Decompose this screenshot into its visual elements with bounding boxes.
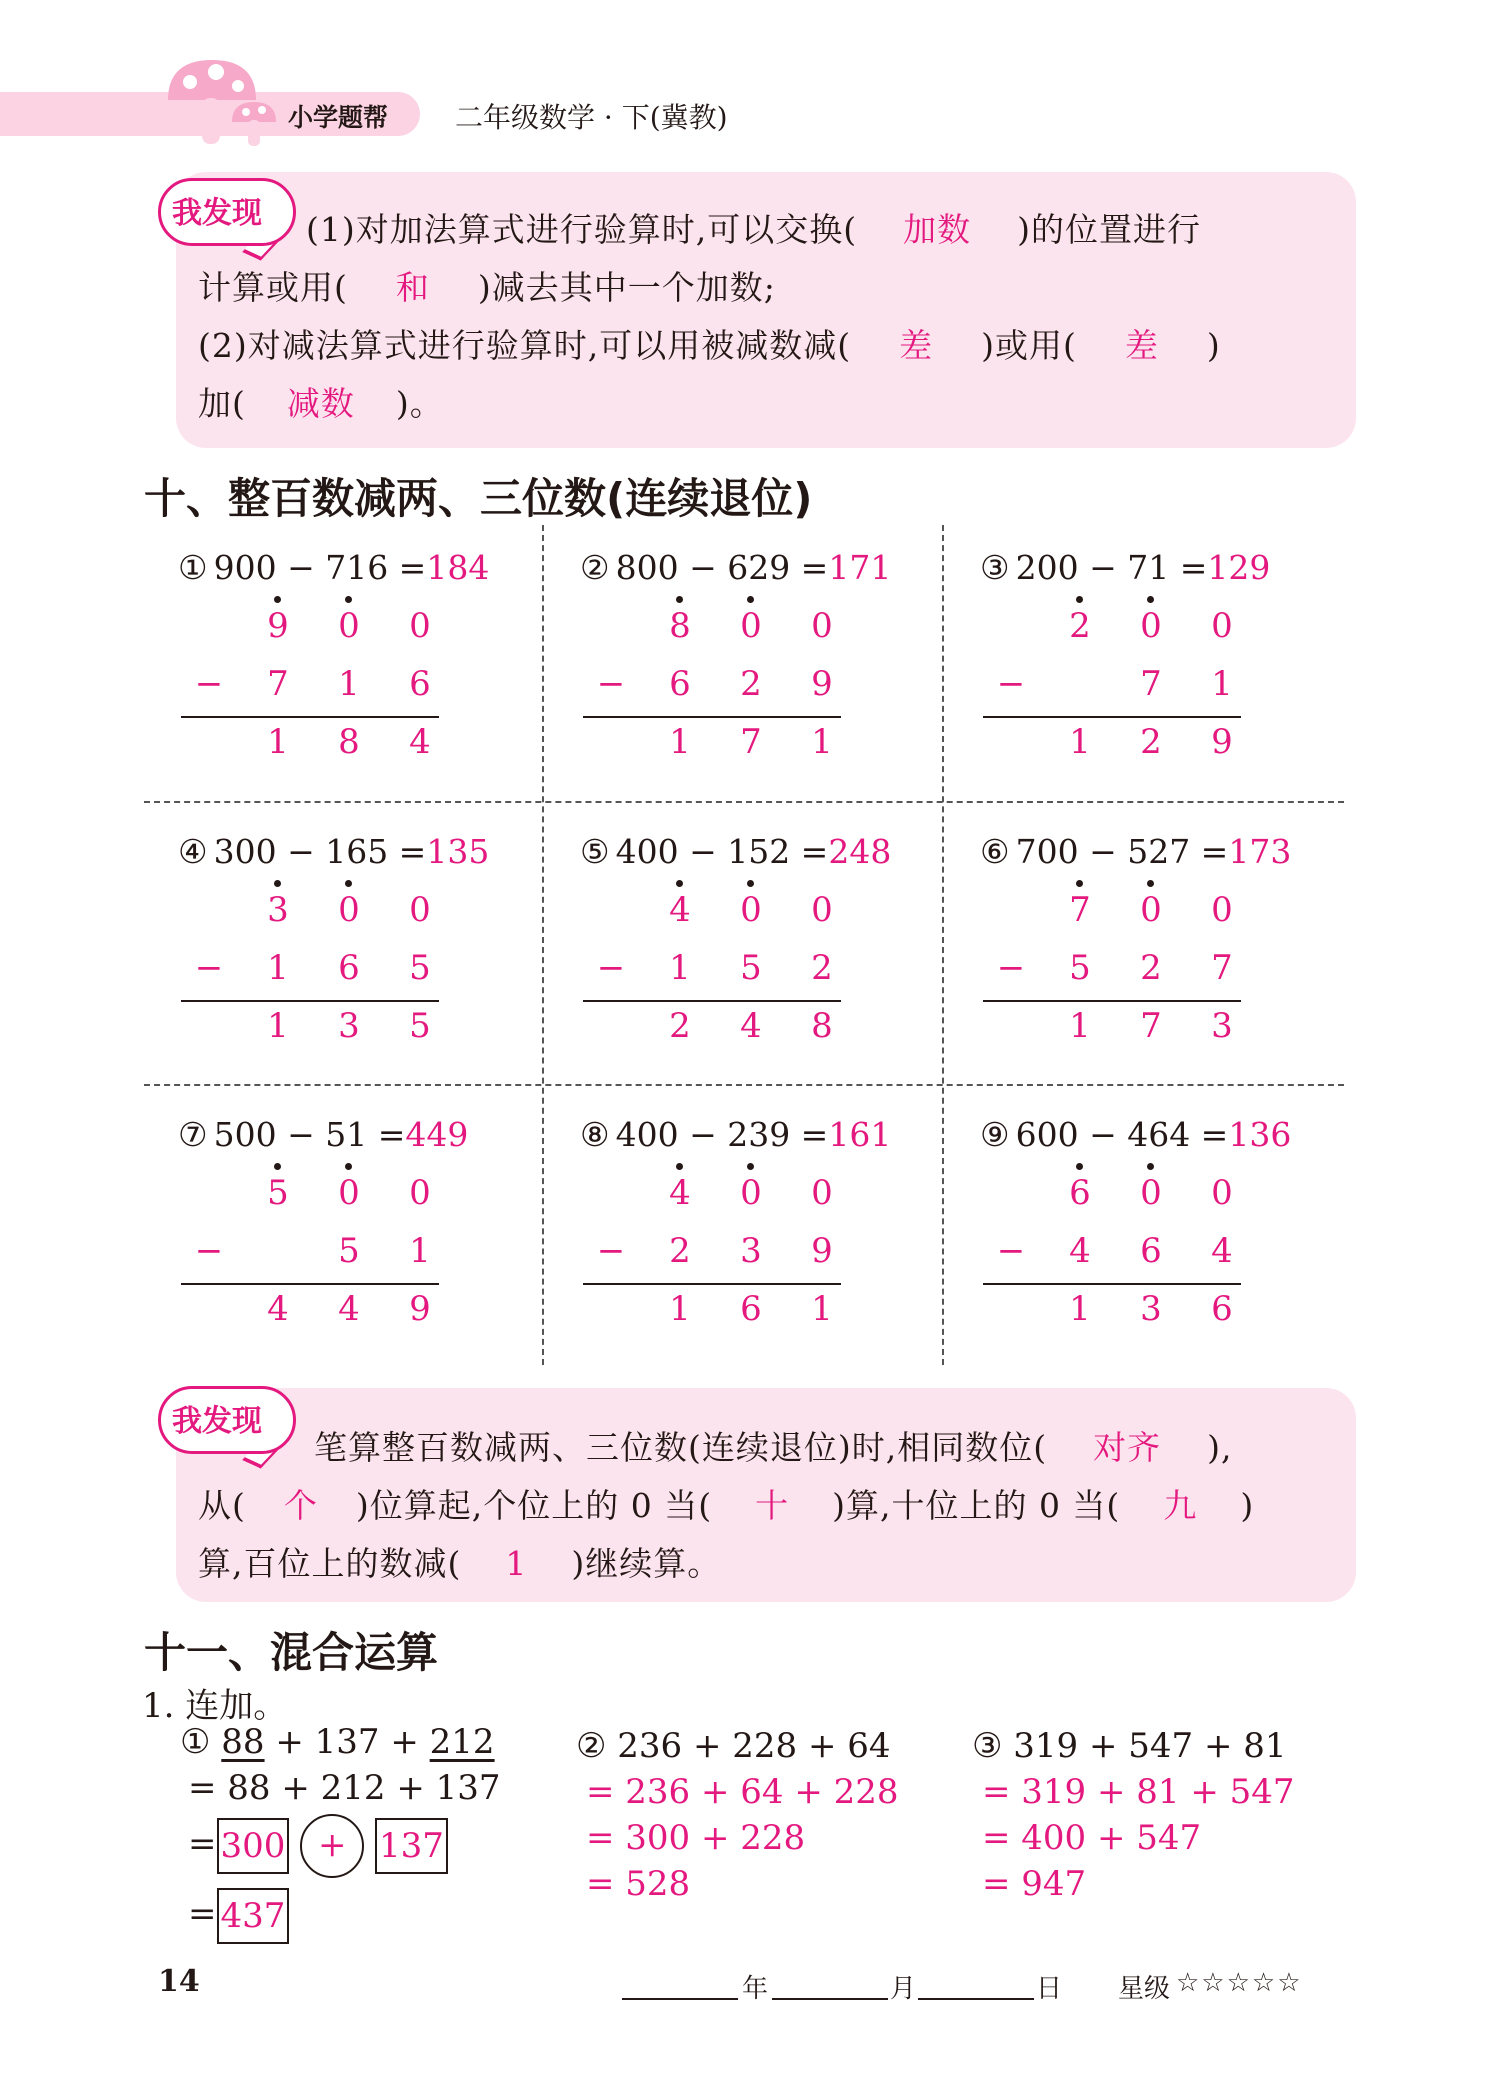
section-11-title: 十一、混合运算: [144, 1628, 439, 1677]
borrow-dot: [345, 880, 352, 887]
subtrahend-digit: 4: [1211, 1231, 1233, 1271]
minus-sign: −: [194, 1231, 224, 1271]
problem-equation: [178, 548, 489, 587]
mixed-problem-2-expr: ② 236 + 228 + 64: [576, 1726, 891, 1766]
difference-digit: 1: [811, 722, 833, 762]
mixed-problem-2-step1: = 236 + 64 + 228: [586, 1772, 899, 1812]
subtraction-problem: [580, 548, 970, 808]
problem-equation: [580, 1115, 891, 1154]
subtrahend-digit: 1: [267, 948, 289, 988]
year-blank[interactable]: [622, 1998, 738, 2000]
minuend-digit: 0: [811, 890, 833, 930]
problem-number: ⑦: [178, 1115, 208, 1154]
year-label: 年: [742, 1974, 769, 2004]
subtrahend-digit: 5: [1069, 948, 1091, 988]
subtrahend-digit: 2: [811, 948, 833, 988]
problem-equation: [980, 548, 1270, 587]
problem-answer[interactable]: 449: [405, 1115, 469, 1154]
borrow-dot: [1147, 880, 1154, 887]
minuend-digit: 0: [1140, 1173, 1162, 1213]
subtrahend-digit: 7: [1140, 664, 1162, 704]
subtraction-problem: [580, 1115, 970, 1375]
rating-label: 星级: [1118, 1974, 1171, 2004]
mixed-problem-1-step3: = 437: [188, 1888, 289, 1944]
subtraction-problem: [178, 832, 568, 1092]
problem-answer[interactable]: 129: [1207, 548, 1271, 587]
difference-digit: 7: [1140, 1006, 1162, 1046]
problem-number: ②: [580, 548, 610, 587]
problem-expression: 400 − 152 =: [615, 832, 829, 871]
mixed-problem-3-step3: = 947: [982, 1864, 1087, 1904]
subtraction-problem: [980, 832, 1370, 1092]
minuend-digit: 0: [740, 1173, 762, 1213]
borrow-dot: [274, 596, 281, 603]
answer-line: [983, 1000, 1241, 1002]
answer-line: [583, 1283, 841, 1285]
problem-answer[interactable]: 171: [828, 548, 892, 587]
answer-line: [583, 716, 841, 718]
problem-equation: [580, 832, 891, 871]
problem-number: ⑨: [980, 1115, 1010, 1154]
answer-line: [181, 1283, 439, 1285]
problem-expression: 600 − 464 =: [1015, 1115, 1229, 1154]
subtrahend-digit: 1: [1211, 664, 1233, 704]
difference-digit: 1: [1069, 1006, 1091, 1046]
question-1-label: 1. 连加。: [142, 1686, 288, 1726]
answer-box-2[interactable]: 137: [375, 1818, 448, 1874]
problem-number: ③: [980, 548, 1010, 587]
borrow-dot: [274, 1163, 281, 1170]
difference-digit: 8: [811, 1006, 833, 1046]
problem-answer[interactable]: 173: [1228, 832, 1292, 871]
problem-answer[interactable]: 136: [1228, 1115, 1292, 1154]
problem-equation: [580, 548, 891, 587]
subtrahend-digit: 2: [1140, 948, 1162, 988]
answer-line: [181, 1000, 439, 1002]
discovery1-line4: 加( 减数 )。: [198, 384, 444, 423]
minuend-digit: 0: [338, 890, 360, 930]
difference-digit: 3: [338, 1006, 360, 1046]
minuend-digit: 0: [1211, 890, 1233, 930]
problem-answer[interactable]: 184: [426, 548, 490, 587]
problem-expression: 200 − 71 =: [1015, 548, 1208, 587]
rating-stars[interactable]: ☆☆☆☆☆: [1176, 1968, 1303, 1998]
problem-equation: [980, 832, 1291, 871]
borrow-dot: [345, 1163, 352, 1170]
borrow-dot: [676, 1163, 683, 1170]
minuend-digit: 0: [740, 890, 762, 930]
minuend-digit: 0: [409, 890, 431, 930]
discovery2-line1: 笔算整百数减两、三位数(连续退位)时,相同数位( 对齐 ),: [314, 1428, 1233, 1467]
discovery-tag-2: 我发现: [158, 1386, 298, 1456]
mixed-problem-3-step2: = 400 + 547: [982, 1818, 1202, 1858]
discovery-tag-1: 我发现: [158, 178, 298, 248]
difference-digit: 4: [740, 1006, 762, 1046]
borrow-dot: [1147, 596, 1154, 603]
minus-sign: −: [996, 1231, 1026, 1271]
problem-expression: 800 − 629 =: [615, 548, 829, 587]
discovery2-line2: 从( 个 )位算起,个位上的 0 当( 十 )算,十位上的 0 当( 九 ): [198, 1486, 1255, 1525]
answer-box-1[interactable]: 300: [217, 1818, 290, 1874]
discovery1-line1: (1)对加法算式进行验算时,可以交换( 加数 )的位置进行: [306, 210, 1201, 249]
day-blank[interactable]: [918, 1998, 1034, 2000]
discovery1-line3: (2)对减法算式进行验算时,可以用被减数减( 差 )或用( 差 ): [198, 326, 1221, 365]
minuend-digit: 4: [669, 1173, 691, 1213]
subtraction-problem: [580, 832, 970, 1092]
minuend-digit: 0: [811, 606, 833, 646]
difference-digit: 9: [409, 1289, 431, 1329]
mixed-problem-1-step2: = 300 + 137: [188, 1814, 448, 1878]
minus-sign: −: [596, 664, 626, 704]
difference-digit: 1: [1069, 722, 1091, 762]
minus-sign: −: [596, 1231, 626, 1271]
problem-expression: 500 − 51 =: [213, 1115, 406, 1154]
borrow-dot: [747, 596, 754, 603]
subtraction-problem: [178, 1115, 568, 1375]
minuend-digit: 0: [1140, 890, 1162, 930]
problem-expression: 300 − 165 =: [213, 832, 427, 871]
mixed-problem-2-step2: = 300 + 228: [586, 1818, 806, 1858]
subtrahend-digit: 9: [811, 1231, 833, 1271]
subtraction-problem: [178, 548, 568, 808]
minuend-digit: 3: [267, 890, 289, 930]
minuend-digit: 0: [1211, 1173, 1233, 1213]
minuend-digit: 8: [669, 606, 691, 646]
problem-number: ⑥: [980, 832, 1010, 871]
answer-line: [181, 716, 439, 718]
subtrahend-digit: 7: [267, 664, 289, 704]
mixed-problem-2-step3: = 528: [586, 1864, 691, 1904]
subtrahend-digit: 7: [1211, 948, 1233, 988]
difference-digit: 6: [1211, 1289, 1233, 1329]
subtrahend-digit: 1: [338, 664, 360, 704]
minus-sign: −: [996, 948, 1026, 988]
discovery2-line3: 算,百位上的数减( 1 )继续算。: [198, 1544, 722, 1583]
difference-digit: 7: [740, 722, 762, 762]
minus-sign: −: [996, 664, 1026, 704]
difference-digit: 2: [669, 1006, 691, 1046]
mixed-problem-3-step1: = 319 + 81 + 547: [982, 1772, 1295, 1812]
page-number: 14: [158, 1964, 200, 1999]
minuend-digit: 6: [1069, 1173, 1091, 1213]
subtraction-problem: [980, 548, 1370, 808]
difference-digit: 1: [669, 722, 691, 762]
difference-digit: 4: [409, 722, 431, 762]
borrow-dot: [1076, 880, 1083, 887]
day-label: 日: [1036, 1974, 1063, 2004]
minuend-digit: 2: [1069, 606, 1091, 646]
subtrahend-digit: 5: [338, 1231, 360, 1271]
month-blank[interactable]: [772, 1998, 888, 2000]
minuend-digit: 4: [669, 890, 691, 930]
borrow-dot: [1076, 1163, 1083, 1170]
problem-answer[interactable]: 248: [828, 832, 892, 871]
answer-line: [983, 716, 1241, 718]
minuend-digit: 0: [811, 1173, 833, 1213]
mixed-problem-3-expr: ③ 319 + 547 + 81: [972, 1726, 1287, 1766]
subtrahend-digit: 1: [669, 948, 691, 988]
mushroom-logo-icon: [160, 52, 290, 152]
borrow-dot: [345, 596, 352, 603]
difference-digit: 4: [267, 1289, 289, 1329]
subtrahend-digit: 4: [1069, 1231, 1091, 1271]
subtrahend-digit: 5: [409, 948, 431, 988]
subtrahend-digit: 2: [740, 664, 762, 704]
subtrahend-digit: 6: [409, 664, 431, 704]
problem-number: ⑧: [580, 1115, 610, 1154]
mixed-problem-1-step1: = 88 + 212 + 137: [188, 1768, 501, 1808]
problem-expression: 700 − 527 =: [1015, 832, 1229, 871]
problem-number: ④: [178, 832, 208, 871]
subtrahend-digit: 6: [669, 664, 691, 704]
difference-digit: 1: [669, 1289, 691, 1329]
answer-line: [983, 1283, 1241, 1285]
subtrahend-digit: 6: [1140, 1231, 1162, 1271]
subtraction-problem: [980, 1115, 1370, 1375]
difference-digit: 1: [811, 1289, 833, 1329]
problem-expression: 400 − 239 =: [615, 1115, 829, 1154]
discovery1-line2: 计算或用( 和 )减去其中一个加数;: [198, 268, 776, 307]
subtrahend-digit: 5: [740, 948, 762, 988]
month-label: 月: [890, 1974, 917, 2004]
subtrahend-digit: 6: [338, 948, 360, 988]
subtrahend-digit: 3: [740, 1231, 762, 1271]
borrow-dot: [747, 880, 754, 887]
borrow-dot: [676, 880, 683, 887]
borrow-dot: [1147, 1163, 1154, 1170]
problem-expression: 900 − 716 =: [213, 548, 427, 587]
borrow-dot: [1076, 596, 1083, 603]
subtrahend-digit: 9: [811, 664, 833, 704]
difference-digit: 5: [409, 1006, 431, 1046]
problem-number: ①: [178, 548, 208, 587]
difference-digit: 4: [338, 1289, 360, 1329]
difference-digit: 9: [1211, 722, 1233, 762]
answer-line: [583, 1000, 841, 1002]
minuend-digit: 0: [409, 606, 431, 646]
minus-sign: −: [194, 664, 224, 704]
difference-digit: 3: [1140, 1289, 1162, 1329]
difference-digit: 1: [267, 1006, 289, 1046]
subtrahend-digit: 2: [669, 1231, 691, 1271]
minuend-digit: 0: [409, 1173, 431, 1213]
minuend-digit: 0: [338, 606, 360, 646]
minus-sign: −: [194, 948, 224, 988]
problem-answer[interactable]: 135: [426, 832, 490, 871]
problem-equation: [178, 832, 489, 871]
difference-digit: 1: [267, 722, 289, 762]
borrow-dot: [747, 1163, 754, 1170]
problem-number: ⑤: [580, 832, 610, 871]
minus-sign: −: [596, 948, 626, 988]
minuend-digit: 0: [1211, 606, 1233, 646]
book-title: 二年级数学 · 下(冀教): [455, 101, 728, 134]
minuend-digit: 5: [267, 1173, 289, 1213]
difference-digit: 3: [1211, 1006, 1233, 1046]
borrow-dot: [676, 596, 683, 603]
difference-digit: 2: [1140, 722, 1162, 762]
difference-digit: 8: [338, 722, 360, 762]
brand-name: 小学题帮: [288, 103, 389, 132]
minuend-digit: 7: [1069, 890, 1091, 930]
problem-answer[interactable]: 161: [828, 1115, 892, 1154]
minuend-digit: 9: [267, 606, 289, 646]
difference-digit: 1: [1069, 1289, 1091, 1329]
problem-equation: [178, 1115, 468, 1154]
minuend-digit: 0: [1140, 606, 1162, 646]
problem-equation: [980, 1115, 1291, 1154]
minuend-digit: 0: [740, 606, 762, 646]
difference-digit: 6: [740, 1289, 762, 1329]
mixed-problem-1-expr: ① 88 + 137 + 212: [180, 1722, 495, 1762]
minuend-digit: 0: [338, 1173, 360, 1213]
subtrahend-digit: 1: [409, 1231, 431, 1271]
answer-box-3[interactable]: 437: [217, 1888, 290, 1944]
borrow-dot: [274, 880, 281, 887]
section-10-title: 十、整百数减两、三位数(连续退位): [144, 474, 813, 523]
operator-circle[interactable]: +: [300, 1814, 364, 1878]
